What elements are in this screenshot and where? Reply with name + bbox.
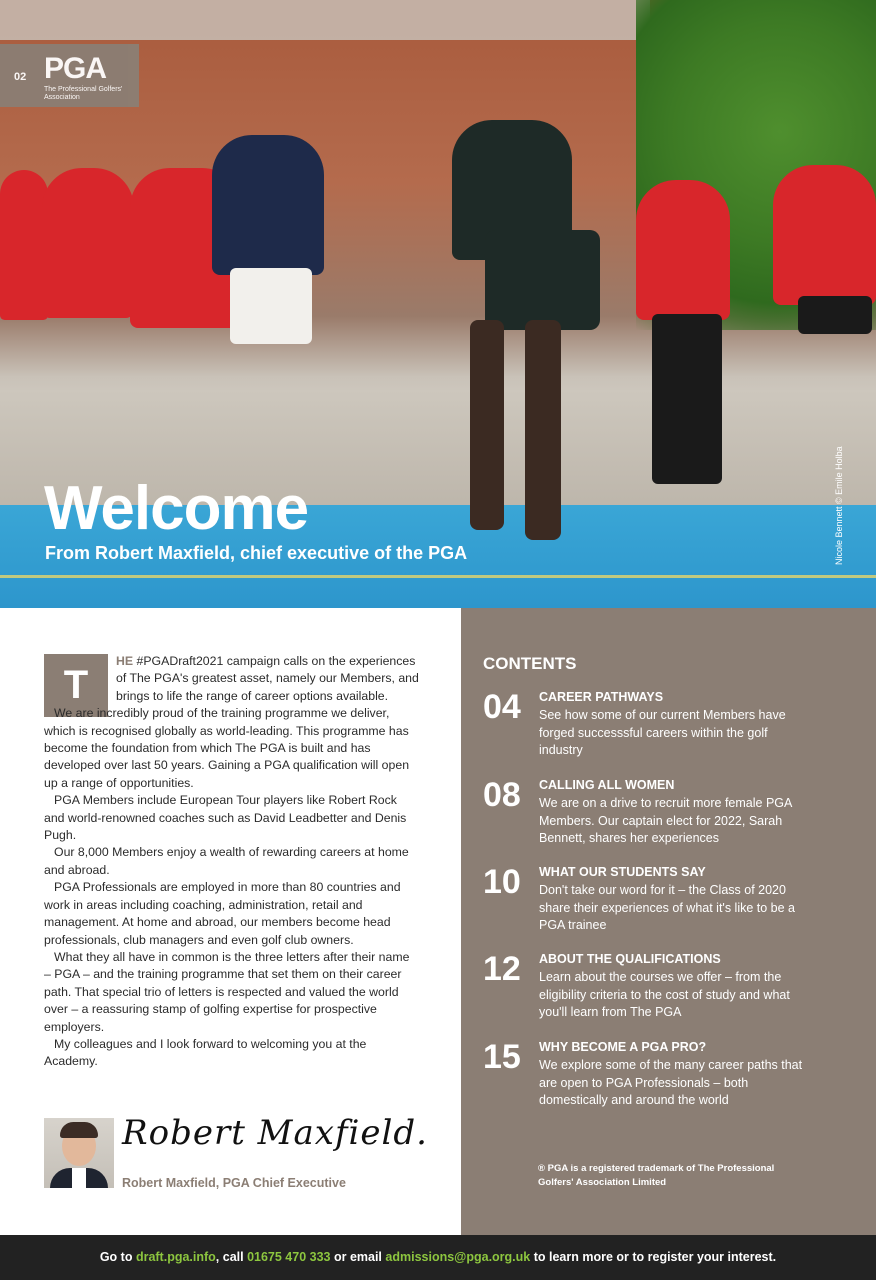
website-link[interactable]: draft.pga.info xyxy=(135,1250,216,1264)
toc-item-why-become-a-pga-pro[interactable] xyxy=(483,1040,863,1110)
coach-skirt xyxy=(230,268,312,344)
hero-photo xyxy=(0,0,876,608)
toc-description: See how some of our current Members have forged successsful careers within the golf industry xyxy=(539,708,786,758)
toc-heading: CALLING ALL WOMEN xyxy=(539,778,675,792)
child-figure xyxy=(773,165,876,305)
child-figure xyxy=(0,170,48,320)
footer-text: or email xyxy=(330,1250,386,1264)
toc-item-about-the-qualifications[interactable] xyxy=(483,952,863,1022)
article-paragraph: My colleagues and I look forward to welcoming you at the Academy. xyxy=(44,1036,367,1069)
drop-cap: T xyxy=(44,654,108,717)
phone-link[interactable]: 01675 470 333 xyxy=(247,1250,331,1264)
portrait-shirt xyxy=(72,1168,86,1188)
coach-figure xyxy=(212,135,324,275)
article-paragraph: What they all have in common is the three letters after their name – PGA – and the training programme that set them on their career path. That special trio of letters is respected and valued the world over – a reassuring stamp of golfing expertise for prospective employers. xyxy=(44,949,410,1034)
court-line xyxy=(0,575,876,578)
footer-bar xyxy=(0,1235,876,1280)
portrait-hair xyxy=(60,1122,98,1138)
pga-logo-badge xyxy=(0,44,139,107)
page-number: 02 xyxy=(14,71,27,83)
handwritten-signature: Robert Maxfield. xyxy=(122,1113,428,1153)
toc-item-career-pathways[interactable] xyxy=(483,690,863,760)
child-figure xyxy=(636,180,730,320)
toc-description: We are on a drive to recruit more female PGA Members. Our captain elect for 2022, Sarah Bennett, shares her experiences xyxy=(539,796,792,846)
page-subtitle: From Robert Maxfield, chief executive of the PGA xyxy=(45,543,468,563)
child-figure xyxy=(42,168,134,318)
signatory-name: Robert Maxfield, PGA Chief Executive xyxy=(122,1176,346,1190)
building-wall xyxy=(0,0,650,40)
toc-description: Don't take our word for it – the Class of 2020 share their experiences of what it's like to be a PGA trainee xyxy=(539,883,795,933)
author-portrait xyxy=(44,1118,114,1188)
toc-item-calling-all-women[interactable] xyxy=(483,778,863,848)
golfer-skirt xyxy=(485,230,600,330)
toc-heading: WHAT OUR STUDENTS SAY xyxy=(539,865,706,879)
toc-description: Learn about the courses we offer – from the eligibility criteria to the cost of study and what you'll learn from The PGA xyxy=(539,970,790,1020)
footer-text: to learn more or to register your interest. xyxy=(530,1250,777,1264)
toc-page-number: 10 xyxy=(483,863,521,901)
child-trousers xyxy=(652,314,722,484)
trademark-notice: ® PGA is a registered trademark of The Professional Golfers' Association Limited xyxy=(538,1163,775,1188)
article-paragraph: We are incredibly proud of the training programme we deliver, which is recognised globally as world-leading. This programme has become the foundation from which The PGA is built and has developed over last 50 years. Gaining a PGA qualification will open up a range of opportunities. xyxy=(44,706,410,790)
footer-text: Go to xyxy=(99,1250,136,1264)
paragraph-text: #PGADraft2021 campaign calls on the experiences of The PGA's greatest asset, namely our Members, and brings to life the range of career options available. xyxy=(116,654,419,703)
golfer-leg xyxy=(470,320,504,530)
toc-page-number: 12 xyxy=(483,950,521,988)
article-paragraph: Our 8,000 Members enjoy a wealth of rewarding careers at home and abroad. xyxy=(44,845,409,877)
toc-heading: WHY BECOME A PGA PRO? xyxy=(539,1040,707,1054)
contents-column xyxy=(461,608,876,1235)
toc-page-number: 08 xyxy=(483,776,521,814)
footer-text: , call xyxy=(215,1250,248,1264)
pga-logo-text: PGA xyxy=(44,52,107,85)
email-link[interactable]: admissions@pga.org.uk xyxy=(385,1250,531,1264)
contents-title: CONTENTS xyxy=(483,654,577,673)
toc-page-number: 15 xyxy=(483,1038,521,1076)
toc-item-what-our-students-say[interactable] xyxy=(483,865,863,935)
article-paragraph: PGA Professionals are employed in more than 80 countries and work in areas including coaching, administration, retail and management. At home and abroad, our members become head professionals, club managers and even golf club owners. xyxy=(44,880,401,947)
toc-description: We explore some of the many career paths that are open to PGA Professionals – both domestically and around the world xyxy=(539,1058,803,1108)
page-title: Welcome xyxy=(44,474,309,543)
child-shorts xyxy=(798,296,872,334)
photo-credit: Nicole Bennett © Emile Holba xyxy=(834,446,844,565)
pga-logo-subtitle: The Professional Golfers' Association xyxy=(44,86,123,101)
article-column xyxy=(0,608,461,1235)
toc-heading: ABOUT THE QUALIFICATIONS xyxy=(539,952,721,966)
lead-in: HE xyxy=(116,654,134,668)
article-body xyxy=(44,653,419,1071)
article-paragraph xyxy=(116,653,419,705)
golfer-leg xyxy=(525,320,561,540)
toc-page-number: 04 xyxy=(483,688,521,726)
article-paragraph: PGA Members include European Tour players like Robert Rock and world-renowned coaches such as David Leadbetter and Denis Pugh. xyxy=(44,793,407,843)
toc-heading: CAREER PATHWAYS xyxy=(539,690,664,704)
